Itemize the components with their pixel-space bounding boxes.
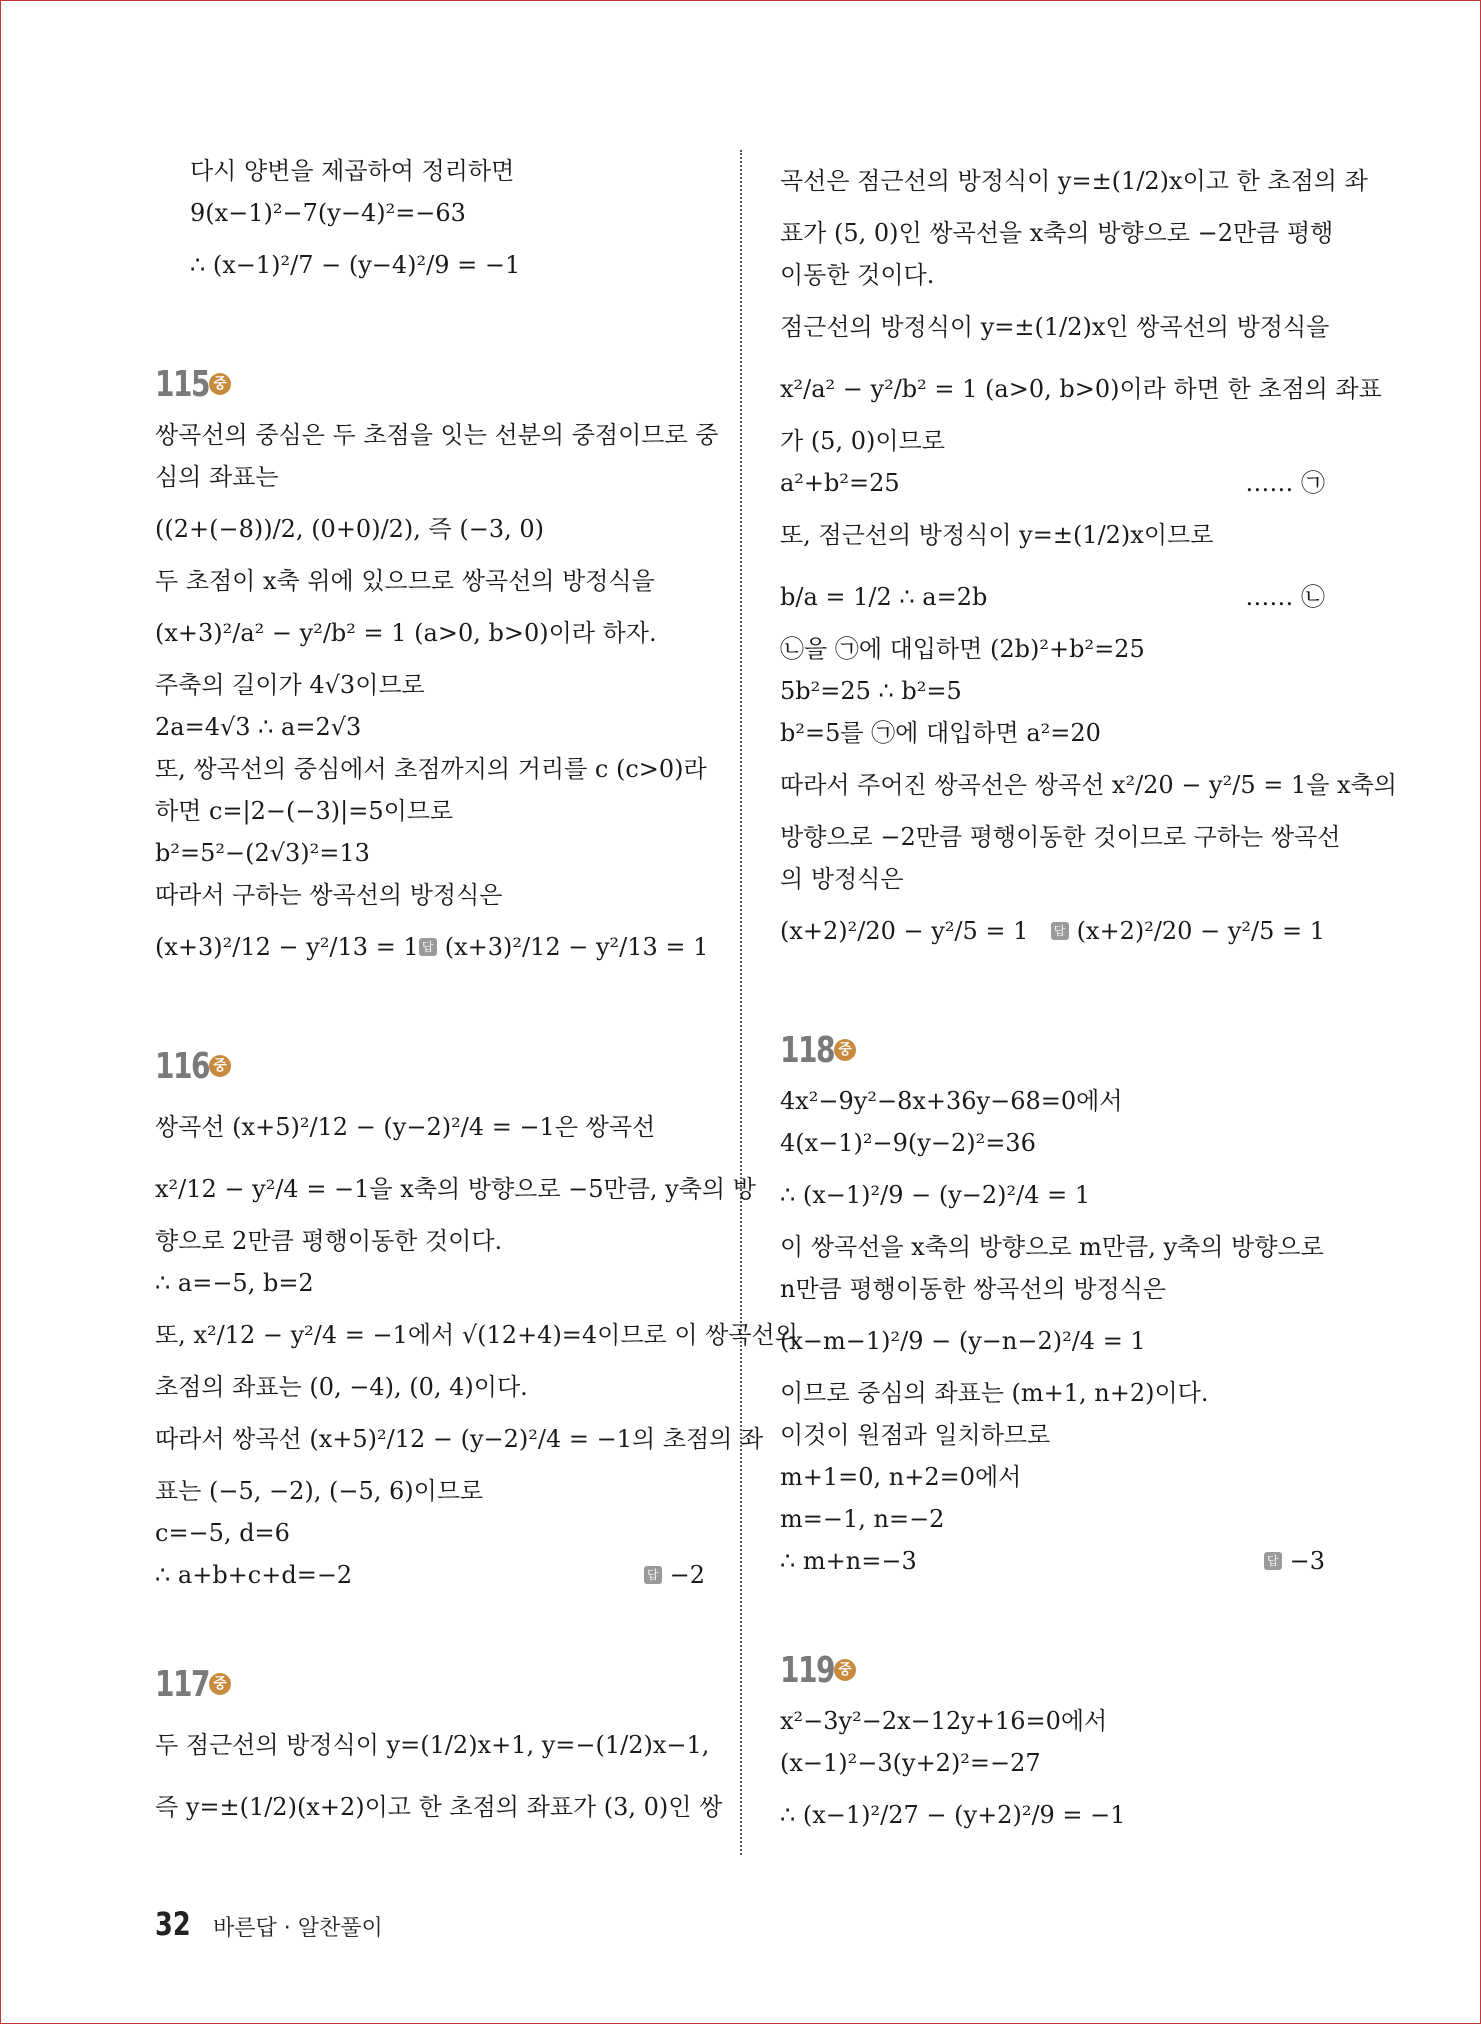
equation-line: 곡선은 점근선의 방정식이 y=±(1/2)x이고 한 초점의 좌 [780,167,1368,195]
answer-value: −3 [1289,1547,1325,1575]
equation-line: 따라서 주어진 쌍곡선은 쌍곡선 x²/20 − y²/5 = 1을 x축의 [780,771,1397,799]
equation-line: 쌍곡선 (x+5)²/12 − (y−2)²/4 = −1은 쌍곡선 [155,1113,656,1141]
equation: b/a = 1/2 ∴ a=2b [780,583,988,611]
text-line: 주축의 길이가 4√3이므로 [155,671,425,699]
equation-mark: …… ㉡ [1245,583,1325,611]
equation-line: 두 점근선의 방정식이 y=(1/2)x+1, y=−(1/2)x−1, [155,1731,710,1759]
equation-line: 점근선의 방정식이 y=±(1/2)x인 쌍곡선의 방정식을 [780,313,1330,341]
equation-line: 5b²=25 ∴ b²=5 [780,677,962,705]
text-line: 초점의 좌표는 (0, −4), (0, 4)이다. [155,1373,528,1401]
problem-header-119 [780,1640,1325,1700]
answer-row [780,900,1325,962]
text-line: ㉡을 ㉠에 대입하면 (2b)²+b²=25 [780,635,1145,663]
text-line: 이것이 원점과 일치하므로 [780,1421,1051,1449]
text-line: 두 초점이 x축 위에 있으므로 쌍곡선의 방정식을 [155,567,655,595]
difficulty-badge: 중 [209,1055,231,1077]
answer-value: (x+3)²/12 − y²/13 = 1 [444,933,709,961]
answer-row [155,916,709,978]
answer-row [780,1540,1325,1582]
equation: ∴ a+b+c+d=−2 [155,1561,353,1589]
equation-row [780,566,1325,628]
equation-line: b²=5²−(2√3)²=13 [155,839,370,867]
equation-line: ∴ (x−1)²/7 − (y−4)²/9 = −1 [190,251,521,279]
text-line: 이동한 것이다. [780,261,935,289]
column-divider [740,150,742,1855]
answer [1051,910,1325,952]
equation-line: 또, 점근선의 방정식이 y=±(1/2)x이므로 [780,521,1214,549]
answer-icon: 답 [1051,922,1069,940]
problem-number: 117 [155,1663,209,1705]
text-line: n만큼 평행이동한 쌍곡선의 방정식은 [780,1275,1167,1303]
problem-header-118 [780,1020,1325,1080]
equation-line: 따라서 쌍곡선 (x+5)²/12 − (y−2)²/4 = −1의 초점의 좌 [155,1425,764,1453]
equation-row [780,462,1325,504]
equation-line: ∴ (x−1)²/9 − (y−2)²/4 = 1 [780,1181,1091,1209]
equation-line: (x+3)²/a² − y²/b² = 1 (a>0, b>0)이라 하자. [155,619,657,647]
equation-line: ((2+(−8))/2, (0+0)/2), 즉 (−3, 0) [155,515,544,543]
answer-row [155,1554,705,1596]
equation: (x+3)²/12 − y²/13 = 1 [155,933,419,961]
equation-line: ∴ a=−5, b=2 [155,1269,314,1297]
left-column [155,150,798,1838]
equation-line: 2a=4√3 ∴ a=2√3 [155,713,362,741]
problem-header-117 [155,1654,705,1714]
text-line: 이므로 중심의 좌표는 (m+1, n+2)이다. [780,1379,1209,1407]
problem-number: 118 [780,1029,834,1071]
text-line: 표는 (−5, −2), (−5, 6)이므로 [155,1477,484,1505]
page-footer [155,1905,383,1943]
answer-icon: 답 [644,1566,662,1584]
answer [419,926,709,968]
equation-line: 9(x−1)²−7(y−4)²=−63 [190,199,466,227]
problem-number: 116 [155,1045,209,1087]
equation-line: 4(x−1)²−9(y−2)²=36 [780,1129,1036,1157]
equation-line: x²/12 − y²/4 = −1을 x축의 방향으로 −5만큼, y축의 방 [155,1175,756,1203]
book-title: 바른답 · 알찬풀이 [213,1916,383,1941]
equation-line: x²−3y²−2x−12y+16=0에서 [780,1707,1108,1735]
difficulty-badge: 중 [834,1039,856,1061]
equation-line: ∴ (x−1)²/27 − (y+2)²/9 = −1 [780,1801,1126,1829]
answer [1264,1540,1325,1582]
equation-line: m=−1, n=−2 [780,1505,945,1533]
equation-line: c=−5, d=6 [155,1519,290,1547]
problem-number: 115 [155,363,209,405]
answer-value: −2 [669,1561,705,1589]
equation: ∴ m+n=−3 [780,1547,917,1575]
right-column [780,150,1397,1846]
text-line: 향으로 2만큼 평행이동한 것이다. [155,1227,503,1255]
text-line: 의 방정식은 [780,865,904,893]
answer-icon: 답 [1264,1552,1282,1570]
text-line: 하면 c=|2−(−3)|=5이므로 [155,797,454,825]
equation-mark: …… ㉠ [1245,469,1325,497]
equation-line: (x−1)²−3(y+2)²=−27 [780,1749,1041,1777]
text-line: 따라서 구하는 쌍곡선의 방정식은 [155,881,503,909]
equation: (x+2)²/20 − y²/5 = 1 [780,917,1029,945]
page-number: 32 [155,1905,191,1943]
text-line: 표가 (5, 0)인 쌍곡선을 x축의 방향으로 −2만큼 평행 [780,219,1334,247]
text-line: 가 (5, 0)이므로 [780,427,945,455]
equation-line: (x−m−1)²/9 − (y−n−2)²/4 = 1 [780,1327,1146,1355]
answer-value: (x+2)²/20 − y²/5 = 1 [1076,917,1325,945]
equation-line: 즉 y=±(1/2)(x+2)이고 한 초점의 좌표가 (3, 0)인 쌍 [155,1793,723,1821]
text-line: 다시 양변을 제곱하여 정리하면 [190,157,515,185]
text-line: 또, 쌍곡선의 중심에서 초점까지의 거리를 c (c>0)라 [155,755,707,783]
problem-header-115 [155,354,705,414]
equation-line: x²/a² − y²/b² = 1 (a>0, b>0)이라 하면 한 초점의 좌표 [780,375,1382,403]
equation-line: m+1=0, n+2=0에서 [780,1463,1022,1491]
equation: a²+b²=25 [780,469,900,497]
difficulty-badge: 중 [209,1673,231,1695]
equation-line: 또, x²/12 − y²/4 = −1에서 √(12+4)=4이므로 이 쌍곡선의 [155,1321,798,1349]
answer [644,1554,705,1596]
answer-icon: 답 [419,938,437,956]
equation-line: 4x²−9y²−8x+36y−68=0에서 [780,1087,1123,1115]
text-line: b²=5를 ㉠에 대입하면 a²=20 [780,719,1101,747]
difficulty-badge: 중 [834,1659,856,1681]
difficulty-badge: 중 [209,373,231,395]
problem-header-116 [155,1036,705,1096]
problem-number: 119 [780,1649,834,1691]
text-line: 쌍곡선의 중심은 두 초점을 잇는 선분의 중점이므로 중 [155,421,719,449]
text-line: 이 쌍곡선을 x축의 방향으로 m만큼, y축의 방향으로 [780,1233,1324,1261]
text-line: 심의 좌표는 [155,463,279,491]
text-line: 방향으로 −2만큼 평행이동한 것이므로 구하는 쌍곡선 [780,823,1341,851]
